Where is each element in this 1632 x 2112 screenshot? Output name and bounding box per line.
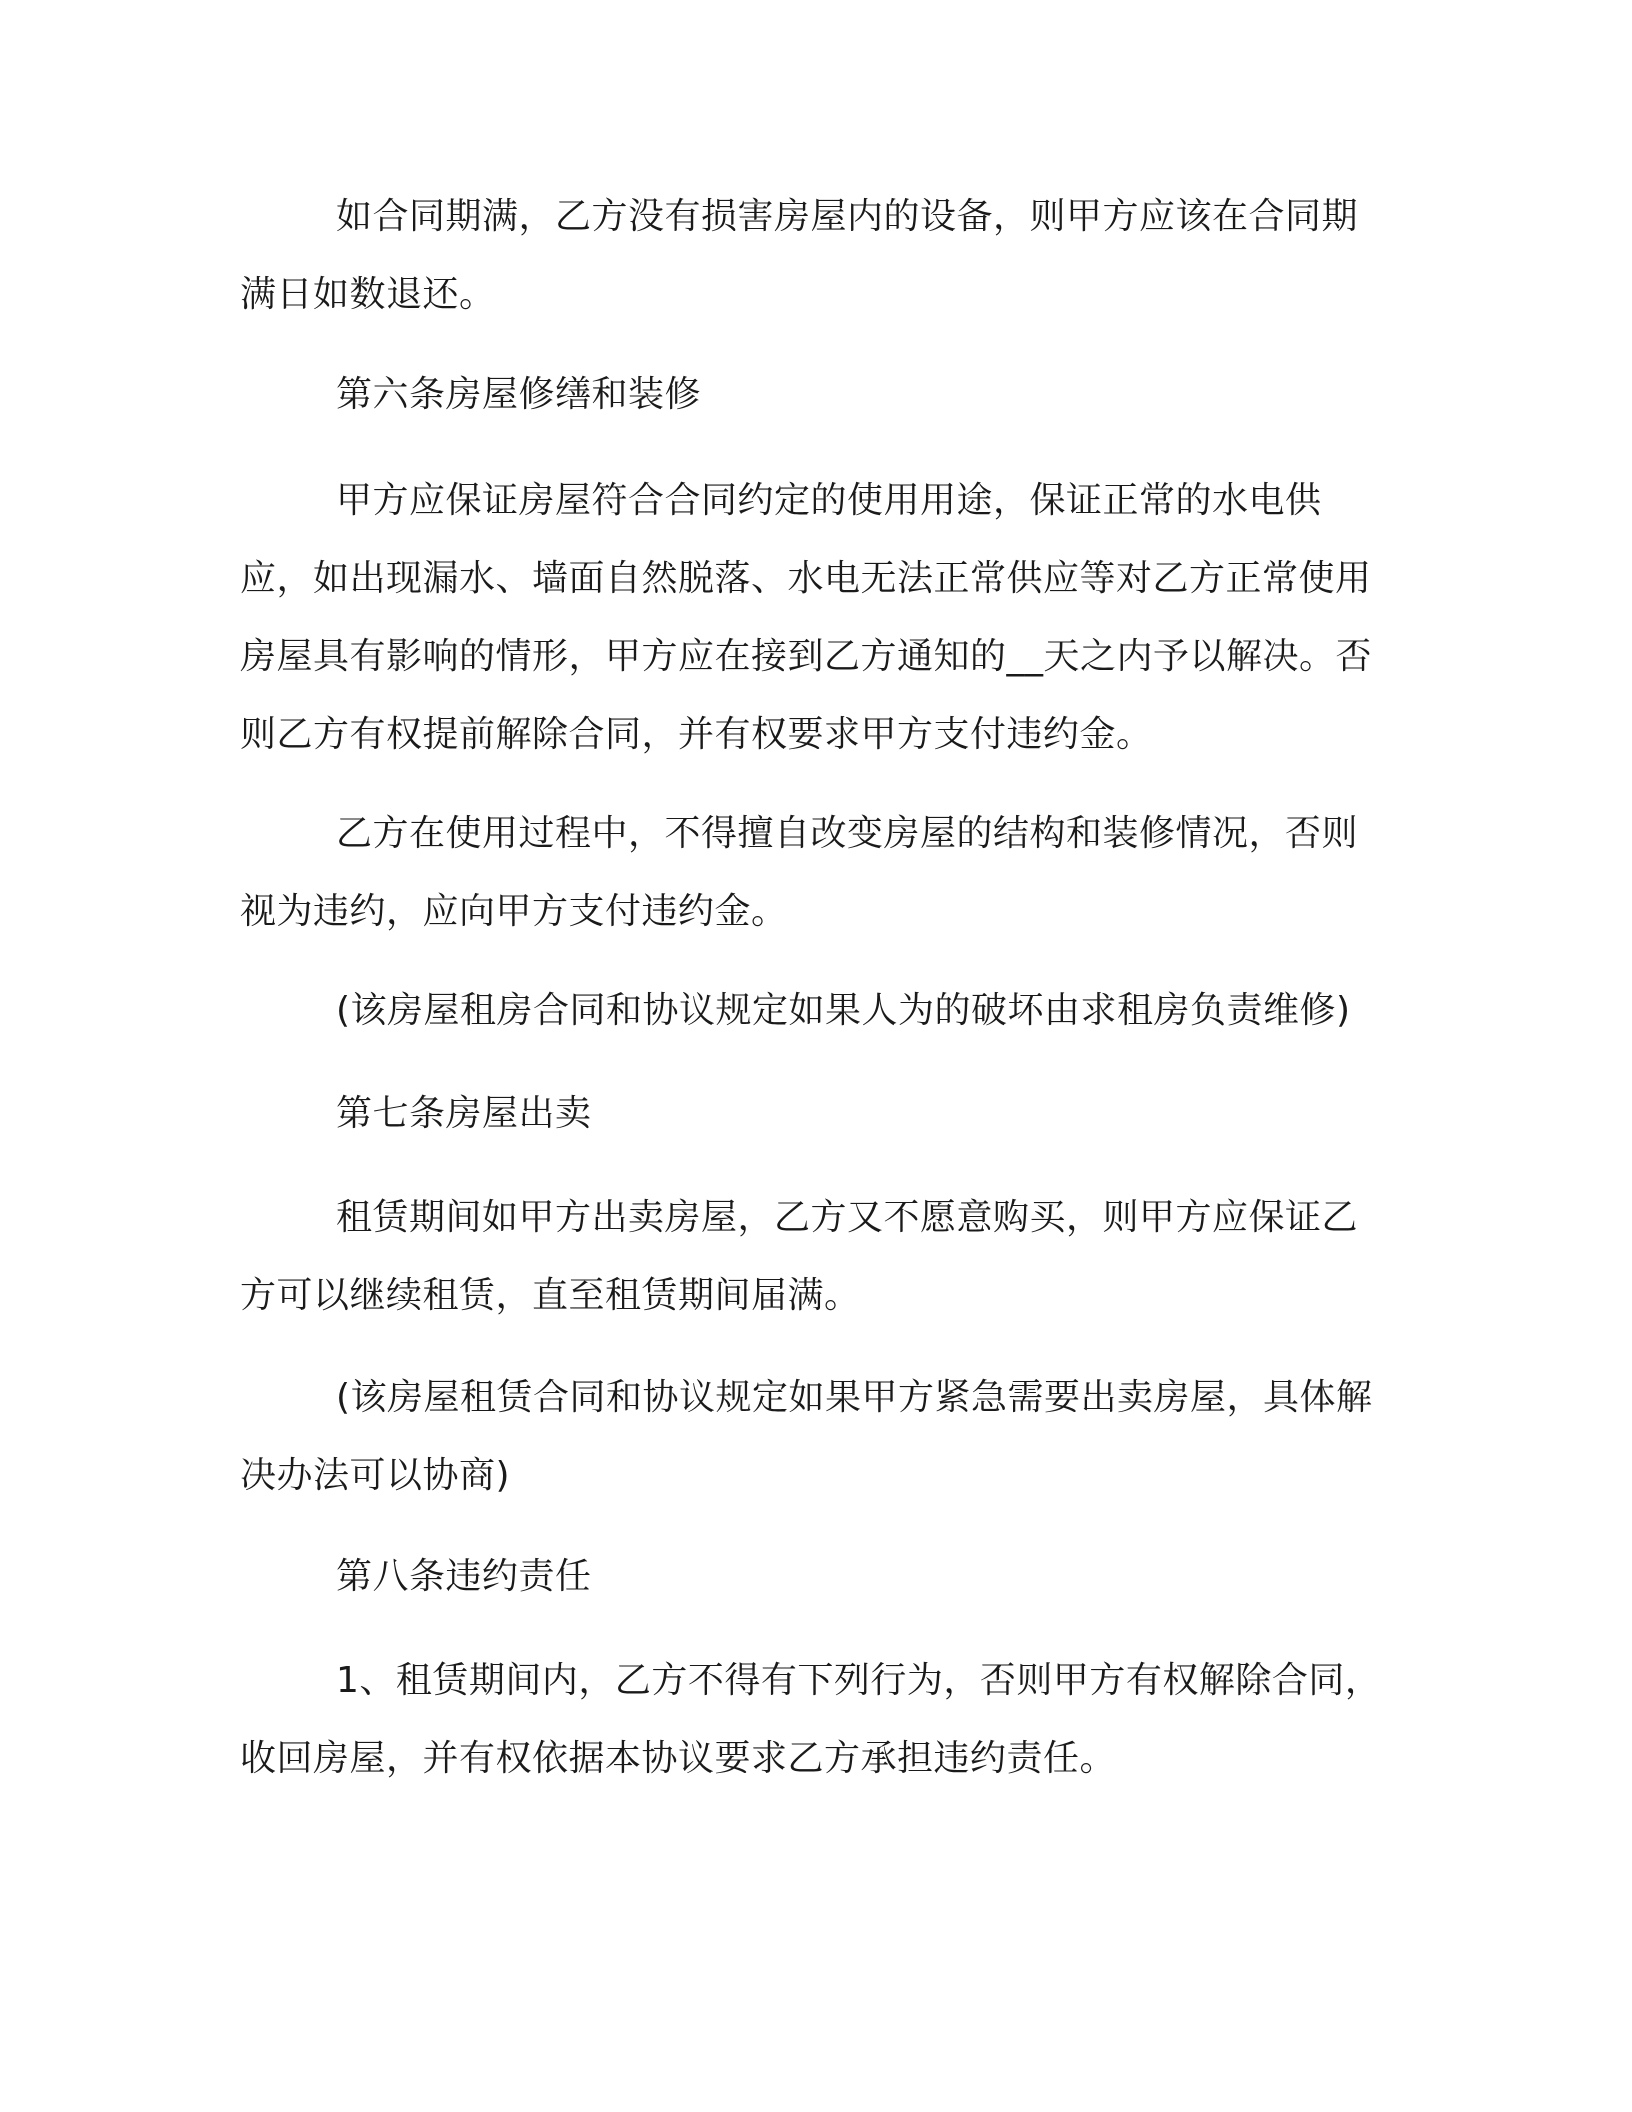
paragraph-house-sale: 租赁期间如甲方出卖房屋，乙方又不愿意购买，则甲方应保证乙方可以继续租赁，直至租赁期间届满。 [240, 1197, 1359, 1316]
paragraph-breach-item-1: 1、租赁期间内，乙方不得有下列行为，否则甲方有权解除合同，收回房屋，并有权依据本协议要求乙方承担违约责任。 [240, 1660, 1382, 1779]
paragraph-no-alteration: 乙方在使用过程中，不得擅自改变房屋的结构和装修情况，否则视为违约，应向甲方支付违约金。 [240, 813, 1359, 932]
paragraph-repair-obligation: 甲方应保证房屋符合合同约定的使用用途，保证正常的水电供应，如出现漏水、墙面自然脱落、水电无法正常供应等对乙方正常使用房屋具有影响的情形，甲方应在接到乙方通知的__天之内予以解决。否则乙方有权提前解除合同，并有权要求甲方支付违约金。 [240, 480, 1373, 755]
heading-article-6: 第六条房屋修缮和装修 [336, 374, 702, 415]
paragraph-deposit-return: 如合同期满，乙方没有损害房屋内的设备，则甲方应该在合同期满日如数退还。 [240, 196, 1359, 315]
heading-article-8: 第八条违约责任 [336, 1556, 592, 1597]
heading-article-7: 第七条房屋出卖 [336, 1093, 592, 1134]
paragraph-repair-note: (该房屋租房合同和协议规定如果人为的破坏由求租房负责维修) [336, 990, 1351, 1031]
paragraph-sale-note: (该房屋租赁合同和协议规定如果甲方紧急需要出卖房屋，具体解决办法可以协商) [240, 1377, 1373, 1496]
